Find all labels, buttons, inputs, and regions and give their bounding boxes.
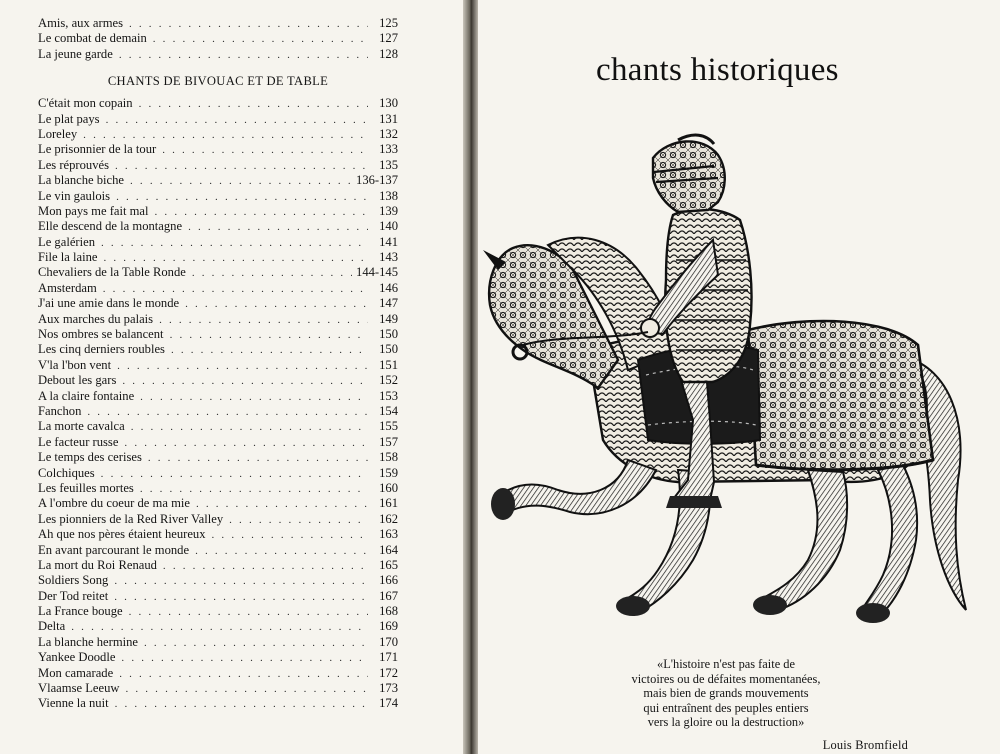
toc-dot-leader <box>148 451 368 466</box>
toc-entry <box>38 219 398 234</box>
toc-entry <box>38 312 398 327</box>
toc-entry <box>38 127 398 142</box>
toc-entry-title: Vienne la nuit <box>38 696 109 711</box>
toc-entry <box>38 496 398 511</box>
toc-entry <box>38 373 398 388</box>
toc-entry-title: La morte cavalca <box>38 419 125 434</box>
toc-dot-leader <box>162 143 368 158</box>
toc-dot-leader <box>71 620 368 635</box>
toc-entry <box>38 527 398 542</box>
toc-dot-leader <box>117 359 368 374</box>
toc-entry-title: A l'ombre du coeur de ma mie <box>38 496 190 511</box>
toc-entry-page: 168 <box>379 604 398 619</box>
toc-entry-title: Vlaamse Leeuw <box>38 681 120 696</box>
toc-dot-leader <box>140 482 368 497</box>
toc-entry-page: 167 <box>379 588 398 603</box>
right-page <box>478 0 1000 754</box>
toc-entry <box>38 112 398 127</box>
toc-dot-leader <box>139 97 368 112</box>
left-page <box>0 0 463 754</box>
toc-entry <box>38 481 398 496</box>
toc-entry <box>38 96 398 111</box>
toc-entry-page: 169 <box>379 619 398 634</box>
toc-dot-leader <box>106 113 368 128</box>
toc-entry-title: La France bouge <box>38 604 123 619</box>
toc-entry-page: 171 <box>379 650 398 665</box>
toc-entry-title: Mon pays me fait mal <box>38 203 149 218</box>
toc-top-group <box>38 16 398 62</box>
toc-entry-page: 141 <box>379 234 398 249</box>
toc-entry-title: File la laine <box>38 250 98 265</box>
toc-dot-leader <box>129 17 368 32</box>
toc-entry-title: Le galérien <box>38 234 95 249</box>
toc-entry-title: Les réprouvés <box>38 157 109 172</box>
toc-entry-page: 125 <box>379 16 398 30</box>
toc-main-group <box>38 96 398 712</box>
toc-entry-title: Ah que nos pères étaient heureux <box>38 527 206 542</box>
toc-entry-page: 155 <box>379 419 398 434</box>
toc-entry-page: 151 <box>379 357 398 372</box>
toc-entry-title: J'ai une amie dans le monde <box>38 296 180 311</box>
toc-entry-title: C'était mon copain <box>38 96 133 111</box>
table-of-contents <box>38 16 398 712</box>
toc-entry <box>38 389 398 404</box>
toc-dot-leader <box>114 590 368 605</box>
toc-dot-leader <box>101 236 368 251</box>
toc-entry <box>38 189 398 204</box>
toc-dot-leader <box>155 205 368 220</box>
toc-entry-title: Aux marches du palais <box>38 311 154 326</box>
toc-entry-title: Le combat de demain <box>38 31 147 46</box>
toc-dot-leader <box>125 682 368 697</box>
toc-entry-title: Le temps des cerises <box>38 450 142 465</box>
toc-entry-title: La jeune garde <box>38 46 113 61</box>
toc-entry-title: A la claire fontaine <box>38 388 135 403</box>
toc-dot-leader <box>116 190 368 205</box>
toc-entry-page: 153 <box>379 388 398 403</box>
toc-entry-title: Loreley <box>38 126 78 141</box>
toc-entry-page: 149 <box>379 311 398 326</box>
toc-dot-leader <box>170 328 368 343</box>
toc-entry-title: Debout les gars <box>38 373 117 388</box>
toc-entry-page: 136-137 <box>356 173 398 188</box>
toc-entry-page: 152 <box>379 373 398 388</box>
toc-entry <box>38 358 398 373</box>
toc-dot-leader <box>103 251 368 266</box>
toc-entry-page: 131 <box>379 111 398 126</box>
toc-entry-page: 150 <box>379 342 398 357</box>
toc-entry <box>38 204 398 219</box>
toc-entry-page: 127 <box>379 31 398 46</box>
toc-entry <box>38 31 398 46</box>
toc-entry-title: Les pionniers de la Red River Valley <box>38 511 224 526</box>
toc-entry <box>38 419 398 434</box>
toc-entry <box>38 681 398 696</box>
toc-dot-leader <box>185 297 368 312</box>
toc-entry-page: 139 <box>379 203 398 218</box>
toc-entry-page: 128 <box>379 46 398 61</box>
toc-entry-page: 154 <box>379 403 398 418</box>
toc-dot-leader <box>101 467 368 482</box>
toc-entry-title: La blanche hermine <box>38 634 138 649</box>
toc-dot-leader <box>131 420 368 435</box>
toc-dot-leader <box>159 313 368 328</box>
toc-dot-leader <box>144 636 368 651</box>
toc-entry-page: 157 <box>379 434 398 449</box>
toc-entry <box>38 235 398 250</box>
toc-entry-page: 132 <box>379 126 398 141</box>
toc-entry-page: 170 <box>379 634 398 649</box>
toc-entry-title: Amis, aux armes <box>38 16 123 30</box>
armored-knight-on-horse-icon <box>478 120 1000 640</box>
toc-dot-leader <box>124 436 368 451</box>
toc-dot-leader <box>196 497 368 512</box>
toc-entry <box>38 604 398 619</box>
toc-entry-page: 174 <box>379 696 398 711</box>
toc-entry-page: 162 <box>379 511 398 526</box>
toc-dot-leader <box>87 405 368 420</box>
toc-entry <box>38 142 398 157</box>
toc-entry <box>38 635 398 650</box>
toc-dot-leader <box>130 174 352 189</box>
toc-dot-leader <box>122 374 368 389</box>
toc-entry <box>38 404 398 419</box>
toc-entry <box>38 250 398 265</box>
toc-entry-page: 143 <box>379 250 398 265</box>
toc-dot-leader <box>163 559 368 574</box>
epigraph-quote <box>596 657 856 730</box>
toc-entry <box>38 47 398 62</box>
toc-entry <box>38 450 398 465</box>
toc-entry-title: En avant parcourant le monde <box>38 542 190 557</box>
book-gutter <box>463 0 478 754</box>
toc-entry-page: 166 <box>379 573 398 588</box>
toc-dot-leader <box>140 390 368 405</box>
toc-dot-leader <box>229 513 368 528</box>
toc-entry <box>38 573 398 588</box>
toc-entry-page: 173 <box>379 681 398 696</box>
toc-entry <box>38 589 398 604</box>
toc-entry <box>38 158 398 173</box>
toc-entry-page: 160 <box>379 480 398 495</box>
toc-entry <box>38 281 398 296</box>
toc-entry-page: 146 <box>379 280 398 295</box>
toc-entry <box>38 466 398 481</box>
toc-entry-page: 161 <box>379 496 398 511</box>
toc-entry-title: Yankee Doodle <box>38 650 116 665</box>
toc-entry-title: Der Tod reitet <box>38 588 109 603</box>
toc-entry <box>38 173 398 188</box>
toc-dot-leader <box>121 651 368 666</box>
toc-entry-title: Delta <box>38 619 66 634</box>
toc-entry <box>38 327 398 342</box>
toc-dot-leader <box>195 544 368 559</box>
toc-entry-page: 163 <box>379 527 398 542</box>
toc-dot-leader <box>119 667 368 682</box>
toc-entry-page: 130 <box>379 96 398 111</box>
toc-entry-title: Nos ombres se balancent <box>38 327 164 342</box>
toc-dot-leader <box>129 605 368 620</box>
toc-entry-page: 138 <box>379 188 398 203</box>
quote-line: vers la gloire ou la destruction» <box>647 715 805 730</box>
toc-entry-title: Le vin gaulois <box>38 188 111 203</box>
toc-entry <box>38 296 398 311</box>
quote-line: qui entraînent des peuples entiers <box>643 700 809 715</box>
toc-entry-page: 172 <box>379 665 398 680</box>
toc-entry-title: Amsterdam <box>38 280 97 295</box>
toc-entry-page: 133 <box>379 142 398 157</box>
toc-entry-page: 144-145 <box>356 265 398 280</box>
toc-entry <box>38 265 398 280</box>
toc-entry-title: Fanchon <box>38 403 82 418</box>
toc-entry-page: 165 <box>379 557 398 572</box>
quote-line: victoires ou de défaites momentanées, <box>631 671 821 686</box>
toc-dot-leader <box>115 697 368 712</box>
toc-dot-leader <box>103 282 368 297</box>
toc-entry <box>38 16 398 31</box>
toc-entry-title: Colchiques <box>38 465 95 480</box>
quote-line: mais bien de grands mouvements <box>643 686 809 701</box>
toc-dot-leader <box>115 159 368 174</box>
toc-dot-leader <box>114 574 368 589</box>
toc-entry-title: Le prisonnier de la tour <box>38 142 157 157</box>
toc-entry-page: 140 <box>379 219 398 234</box>
toc-entry-title: Les cinq derniers roubles <box>38 342 165 357</box>
toc-entry-title: La blanche biche <box>38 173 125 188</box>
toc-dot-leader <box>119 48 368 63</box>
toc-entry-title: Les feuilles mortes <box>38 480 134 495</box>
toc-dot-leader <box>192 266 352 281</box>
quote-line: «L'histoire n'est pas faite de <box>657 657 795 671</box>
toc-entry <box>38 342 398 357</box>
toc-entry <box>38 543 398 558</box>
toc-entry <box>38 512 398 527</box>
toc-dot-leader <box>212 528 368 543</box>
toc-dot-leader <box>171 343 368 358</box>
toc-entry <box>38 558 398 573</box>
toc-dot-leader <box>153 32 368 47</box>
toc-entry-title: Le facteur russe <box>38 434 119 449</box>
toc-entry <box>38 650 398 665</box>
section-heading: CHANTS DE BIVOUAC ET DE TABLE <box>107 74 329 89</box>
toc-entry-page: 150 <box>379 327 398 342</box>
toc-entry <box>38 666 398 681</box>
toc-dot-leader <box>188 220 368 235</box>
toc-entry-title: Soldiers Song <box>38 573 109 588</box>
toc-dot-leader <box>83 128 368 143</box>
toc-entry-page: 147 <box>379 296 398 311</box>
toc-entry-title: Elle descend de la montagne <box>38 219 183 234</box>
toc-entry-page: 159 <box>379 465 398 480</box>
toc-entry-page: 164 <box>379 542 398 557</box>
quote-author: Louis Bromfield <box>822 738 908 752</box>
toc-entry-title: Chevaliers de la Table Ronde <box>38 265 186 280</box>
chapter-title: chants historiques <box>596 52 839 88</box>
toc-entry-title: La mort du Roi Renaud <box>38 557 157 572</box>
toc-entry <box>38 619 398 634</box>
toc-entry-title: V'la l'bon vent <box>38 357 112 372</box>
toc-entry-page: 135 <box>379 157 398 172</box>
toc-entry-title: Le plat pays <box>38 111 100 126</box>
toc-entry <box>38 696 398 711</box>
toc-entry <box>38 435 398 450</box>
toc-entry-page: 158 <box>379 450 398 465</box>
toc-entry-title: Mon camarade <box>38 665 114 680</box>
